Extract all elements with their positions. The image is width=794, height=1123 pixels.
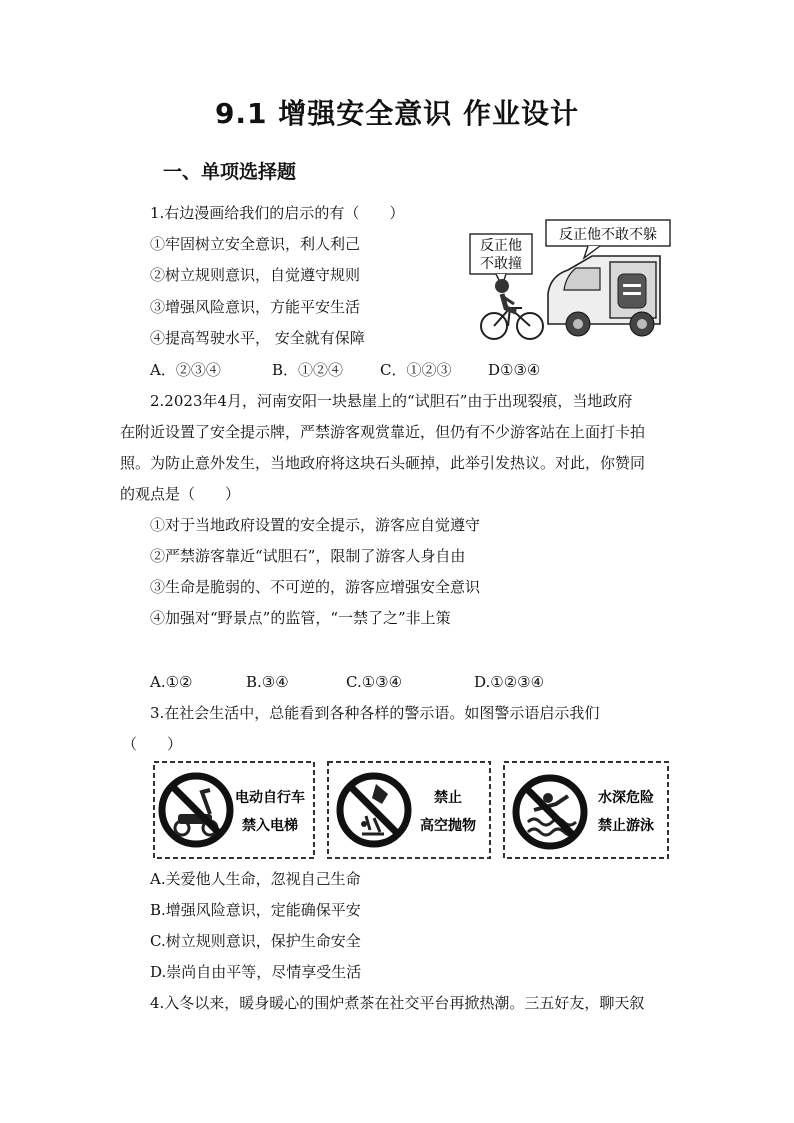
sign-ebike: [154, 762, 314, 858]
q1-option-b: B．①②④: [272, 361, 344, 379]
sign-swimming: [504, 762, 668, 858]
q2-stem-line-3: 照。为防止意外发生，当地政府将这块石头砸掉，此举引发热议。对此，你赞同: [120, 454, 646, 472]
q2-option-b: B.③④: [246, 673, 289, 691]
sign1-line2: 禁入电梯: [242, 818, 298, 834]
bubble-left-line2: 不敢撞: [480, 256, 522, 272]
warning-signs-illustration: [152, 760, 672, 862]
page-title: 9.1 增强安全意识 作业设计: [214, 97, 580, 130]
sign2-line2: 高空抛物: [420, 818, 476, 834]
q2-item-2: ②严禁游客靠近“试胆石”，限制了游客人身自由: [150, 547, 466, 565]
q1-option-c: C．①②③: [380, 361, 452, 379]
q2-stem-line-1: 2.2023年4月，河南安阳一块悬崖上的“试胆石”由于出现裂痕，当地政府: [150, 392, 633, 410]
q3-option-b: B.增强风险意识，定能确保平安: [150, 901, 361, 919]
q3-paren: （ ）: [122, 735, 183, 753]
section-heading: 一、单项选择题: [163, 161, 297, 183]
sign-throwing: [328, 762, 490, 858]
q2-stem-line-2: 在附近设置了安全提示牌，严禁游客观赏靠近，但仍有不少游客站在上面打卡拍: [120, 423, 646, 441]
q2-option-c: C.①③④: [346, 673, 403, 691]
q1-item-2: ②树立规则意识，自觉遵守规则: [150, 266, 361, 284]
sign2-line1: 禁止: [434, 790, 462, 806]
sign3-line2: 禁止游泳: [598, 818, 654, 834]
bubble-right: 反正他不敢不躲: [559, 227, 657, 243]
no-swimming-icon: [516, 778, 584, 846]
q3-option-d: D.崇尚自由平等，尽情享受生活: [150, 963, 362, 981]
q4-stem: 4.入冬以来，暖身暖心的围炉煮茶在社交平台再掀热潮。三五好友，聊天叙: [150, 994, 645, 1012]
q1-item-4: ④提高驾驶水平， 安全就有保障: [150, 329, 365, 347]
q3-warning-signs: [152, 760, 672, 862]
cyclist-icon: [481, 279, 543, 339]
q3-option-c: C.树立规则意识，保护生命安全: [150, 932, 361, 950]
q1-cartoon: [468, 216, 678, 344]
no-ebike-icon: [162, 776, 230, 844]
q1-option-d: D①③④: [488, 361, 541, 379]
q1-item-1: ①牢固树立安全意识，利人利己: [150, 235, 361, 253]
bubble-left-line1: 反正他: [480, 238, 522, 254]
q1-stem: 1.右边漫画给我们的启示的有（ ）: [150, 204, 405, 222]
q1-item-3: ③增强风险意识，方能平安生活: [150, 298, 361, 316]
q2-option-d: D.①②③④: [474, 673, 545, 691]
q2-option-a: A.①②: [150, 673, 193, 691]
q1-option-a: A．②③④: [150, 361, 221, 379]
q2-item-3: ③生命是脆弱的、不可逆的，游客应增强安全意识: [150, 578, 481, 596]
q3-stem: 3.在社会生活中，总能看到各种各样的警示语。如图警示语启示我们: [150, 704, 600, 722]
no-throwing-icon: [340, 776, 408, 844]
q2-item-1: ①对于当地政府设置的安全提示，游客应自觉遵守: [150, 516, 481, 534]
cartoon-illustration: [468, 216, 678, 344]
q2-item-4: ④加强对“野景点”的监管，“一禁了之”非上策: [150, 609, 451, 627]
truck-icon: [548, 256, 660, 336]
sign1-line1: 电动自行车: [235, 790, 305, 806]
q3-option-a: A.关爱他人生命，忽视自己生命: [150, 870, 361, 888]
sign3-line1: 水深危险: [598, 790, 654, 806]
q2-stem-line-4: 的观点是（ ）: [120, 485, 241, 503]
